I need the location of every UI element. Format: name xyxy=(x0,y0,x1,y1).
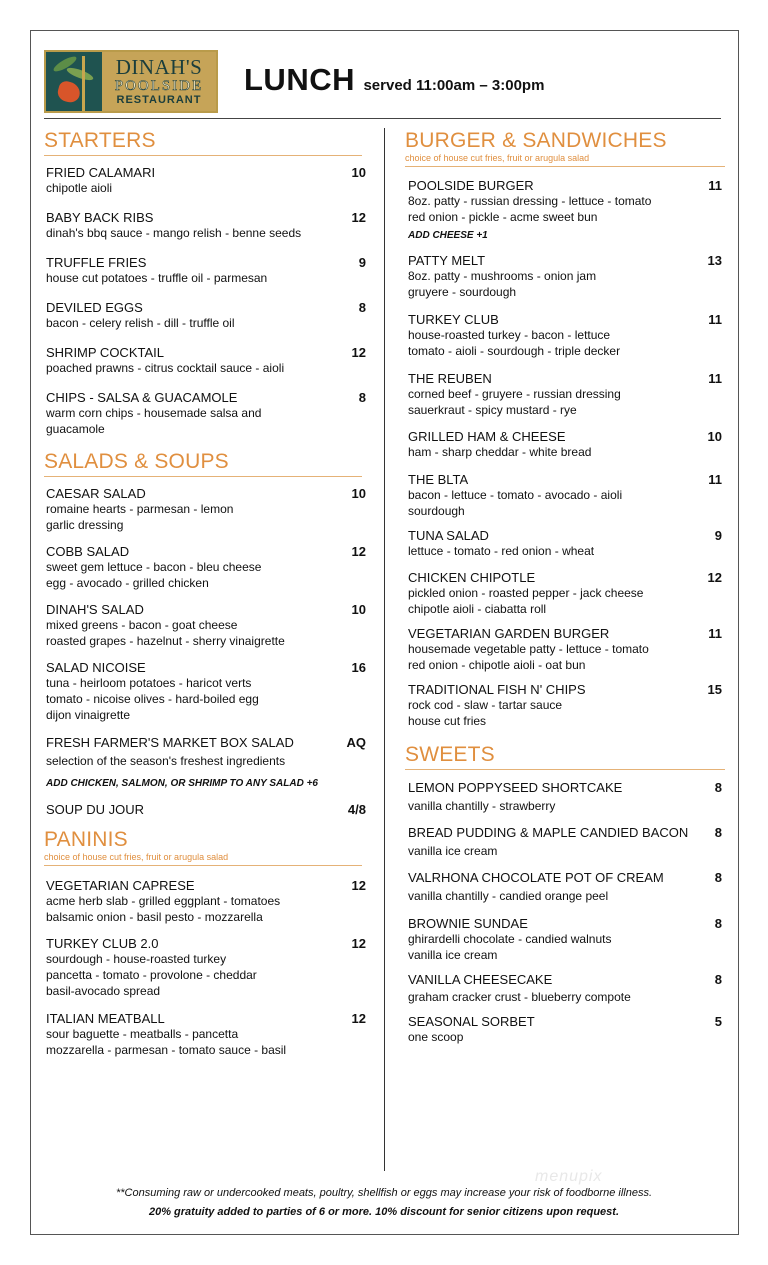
item-name: THE REUBEN xyxy=(408,371,492,386)
menu-item xyxy=(408,682,722,729)
item-desc: rock cod - slaw - tartar sauce xyxy=(408,698,563,712)
item-price: 12 xyxy=(351,345,366,360)
item-desc: red onion - chipotle aioli - oat bun xyxy=(408,658,586,672)
item-name: TURKEY CLUB xyxy=(408,312,499,327)
menu-item xyxy=(46,660,366,723)
watermark-logo: menupix xyxy=(535,1168,603,1185)
item-price: 8 xyxy=(714,870,722,885)
starters-title: STARTERS xyxy=(44,129,156,152)
item-desc: vanilla ice cream xyxy=(408,948,498,962)
item-desc: 8oz. patty - mushrooms - onion jam xyxy=(408,269,597,283)
item-price: 12 xyxy=(351,1011,366,1026)
column-divider xyxy=(384,128,385,1171)
item-price: 9 xyxy=(358,255,366,270)
item-desc: sourdough xyxy=(408,504,465,518)
menu-title: LUNCH xyxy=(244,62,355,97)
item-name: VEGETARIAN GARDEN BURGER xyxy=(408,626,610,641)
item-price: 13 xyxy=(707,253,722,268)
item-price: 8 xyxy=(714,780,722,795)
item-price: 10 xyxy=(707,429,722,444)
item-price: 8 xyxy=(358,300,366,315)
item-desc: one scoop xyxy=(408,1030,464,1044)
item-desc: house cut fries xyxy=(408,714,487,728)
item-name: SALAD NICOISE xyxy=(46,660,146,675)
item-name: TRADITIONAL FISH N' CHIPS xyxy=(408,682,586,697)
item-price: 11 xyxy=(708,312,722,327)
item-name: VANILLA CHEESECAKE xyxy=(408,972,553,987)
item-name: VEGETARIAN CAPRESE xyxy=(46,878,195,893)
item-price: 10 xyxy=(351,165,366,180)
item-desc: red onion - pickle - acme sweet bun xyxy=(408,210,598,224)
menu-item xyxy=(46,486,366,533)
item-desc: corned beef - gruyere - russian dressing xyxy=(408,387,621,401)
menu-item xyxy=(46,300,366,331)
item-name: DEVILED EGGS xyxy=(46,300,143,315)
menu-item xyxy=(408,626,722,673)
item-name: TRUFFLE FRIES xyxy=(46,255,147,270)
menu-item xyxy=(408,312,722,359)
sweets-title: SWEETS xyxy=(405,743,495,766)
item-desc: mixed greens - bacon - goat cheese xyxy=(46,618,238,632)
item-name: COBB SALAD xyxy=(46,544,130,559)
item-name: BREAD PUDDING & MAPLE CANDIED BACON xyxy=(408,825,689,840)
item-name: TUNA SALAD xyxy=(408,528,489,543)
menu-item xyxy=(408,972,722,1005)
menu-item xyxy=(408,570,722,617)
palm-flower-icon xyxy=(46,52,102,111)
item-desc: balsamic onion - basil pesto - mozzarella xyxy=(46,910,263,924)
menu-item xyxy=(408,178,722,225)
item-desc: sour baguette - meatballs - pancetta xyxy=(46,1027,239,1041)
item-desc: vanilla ice cream xyxy=(408,844,498,858)
menu-item xyxy=(408,472,722,519)
item-name: CAESAR SALAD xyxy=(46,486,146,501)
item-desc: house-roasted turkey - bacon - lettuce xyxy=(408,328,611,342)
menu-item xyxy=(46,255,366,286)
logo-line-3: RESTAURANT xyxy=(116,93,202,106)
item-desc: garlic dressing xyxy=(46,518,124,532)
page-title xyxy=(244,62,544,98)
item-name: BABY BACK RIBS xyxy=(46,210,154,225)
menu-item xyxy=(46,936,366,999)
item-desc: sourdough - house-roasted turkey xyxy=(46,952,227,966)
item-desc: sauerkraut - spicy mustard - rye xyxy=(408,403,577,417)
paninis-title: PANINIS xyxy=(44,828,128,851)
item-desc: acme herb slab - grilled eggplant - tomatoes xyxy=(46,894,281,908)
item-price: 11 xyxy=(708,371,722,386)
item-desc: pickled onion - roasted pepper - jack cheese xyxy=(408,586,644,600)
restaurant-logo xyxy=(44,50,218,113)
item-desc: 8oz. patty - russian dressing - lettuce - tomato xyxy=(408,194,652,208)
burgers-title: BURGER & SANDWICHES xyxy=(405,129,667,152)
item-desc: bacon - celery relish - dill - truffle oil xyxy=(46,316,235,330)
menu-item xyxy=(46,345,366,376)
item-name: THE BLTA xyxy=(408,472,469,487)
item-desc: tomato - aioli - sourdough - triple decker xyxy=(408,344,621,358)
menu-item xyxy=(46,1011,366,1058)
salads-header xyxy=(44,450,362,477)
item-name: DINAH'S SALAD xyxy=(46,602,144,617)
item-desc: sweet gem lettuce - bacon - bleu cheese xyxy=(46,560,262,574)
item-name: BROWNIE SUNDAE xyxy=(408,916,528,931)
item-desc: lettuce - tomato - red onion - wheat xyxy=(408,544,595,558)
item-price: 11 xyxy=(708,178,722,193)
item-name: PATTY MELT xyxy=(408,253,486,268)
item-name: SHRIMP COCKTAIL xyxy=(46,345,164,360)
item-name: CHICKEN CHIPOTLE xyxy=(408,570,536,585)
item-price: 16 xyxy=(351,660,366,675)
sweets-header xyxy=(405,743,725,770)
item-desc: basil-avocado spread xyxy=(46,984,161,998)
item-desc: house cut potatoes - truffle oil - parmesan xyxy=(46,271,268,285)
menu-item xyxy=(408,916,722,963)
item-desc: chipotle aioli - ciabatta roll xyxy=(408,602,547,616)
item-name: LEMON POPPYSEED SHORTCAKE xyxy=(408,780,623,795)
item-desc: dinah's bbq sauce - mango relish - benne seeds xyxy=(46,226,302,240)
item-desc: ghirardelli chocolate - candied walnuts xyxy=(408,932,612,946)
serving-hours: served 11:00am – 3:00pm xyxy=(363,77,545,94)
menu-item xyxy=(46,544,366,591)
item-desc: tomato - nicoise olives - hard-boiled egg xyxy=(46,692,259,706)
item-price: 10 xyxy=(351,602,366,617)
item-price: 11 xyxy=(708,626,722,641)
salads-title: SALADS & SOUPS xyxy=(44,450,229,473)
item-price: 4/8 xyxy=(347,802,366,817)
item-price: 8 xyxy=(714,825,722,840)
menu-item xyxy=(46,390,366,437)
item-desc: selection of the season's freshest ingredients xyxy=(46,754,286,768)
burgers-header xyxy=(405,129,725,167)
item-desc: roasted grapes - hazelnut - sherry vinaigrette xyxy=(46,634,285,648)
menu-item xyxy=(46,165,366,196)
menu-item xyxy=(408,825,722,859)
item-price: 8 xyxy=(714,972,722,987)
item-desc: ham - sharp cheddar - white bread xyxy=(408,445,592,459)
menu-item xyxy=(408,870,722,904)
item-price: 10 xyxy=(351,486,366,501)
menu-item xyxy=(46,878,366,925)
item-price: 8 xyxy=(358,390,366,405)
item-name: POOLSIDE BURGER xyxy=(408,178,534,193)
menu-item xyxy=(408,780,722,814)
item-price: 8 xyxy=(714,916,722,931)
paninis-header xyxy=(44,828,362,866)
menu-item xyxy=(408,429,722,460)
logo-line-1: DINAH'S xyxy=(115,54,203,79)
item-desc: mozzarella - parmesan - tomato sauce - basil xyxy=(46,1043,287,1057)
item-desc: gruyere - sourdough xyxy=(408,285,517,299)
item-desc: warm corn chips - housemade salsa and xyxy=(46,406,262,420)
item-price: 12 xyxy=(351,878,366,893)
item-desc: graham cracker crust - blueberry compote xyxy=(408,990,631,1004)
menu-item xyxy=(408,253,722,300)
item-desc: tuna - heirloom potatoes - haricot verts xyxy=(46,676,252,690)
gratuity-note: 20% gratuity added to parties of 6 or more. 10% discount for senior citizens upon request. xyxy=(148,1206,620,1218)
menu-item xyxy=(46,210,366,241)
header-divider xyxy=(44,118,721,119)
item-name: GRILLED HAM & CHEESE xyxy=(408,429,566,444)
item-name: CHIPS - SALSA & GUACAMOLE xyxy=(46,390,238,405)
item-name: ITALIAN MEATBALL xyxy=(46,1011,165,1026)
item-name: SOUP DU JOUR xyxy=(46,802,144,817)
salad-addon-note: ADD CHICKEN, SALMON, OR SHRIMP TO ANY SALAD +6 xyxy=(46,778,318,789)
item-price: 12 xyxy=(351,210,366,225)
item-desc: bacon - lettuce - tomato - avocado - aioli xyxy=(408,488,623,502)
item-name: TURKEY CLUB 2.0 xyxy=(46,936,159,951)
item-desc: egg - avocado - grilled chicken xyxy=(46,576,209,590)
starters-header xyxy=(44,129,362,156)
item-desc: guacamole xyxy=(46,422,105,436)
item-desc: vanilla chantilly - strawberry xyxy=(408,799,556,813)
menu-item xyxy=(408,1014,722,1045)
item-desc: pancetta - tomato - provolone - cheddar xyxy=(46,968,257,982)
item-name: FRESH FARMER'S MARKET BOX SALAD xyxy=(46,735,294,750)
item-name: FRIED CALAMARI xyxy=(46,165,156,180)
paninis-subtitle: choice of house cut fries, fruit or arugula salad xyxy=(44,852,229,862)
item-price: 12 xyxy=(351,936,366,951)
menu-item xyxy=(408,528,722,559)
item-price: AQ xyxy=(346,735,366,750)
item-desc: vanilla chantilly - candied orange peel xyxy=(408,889,609,903)
item-price: 15 xyxy=(707,682,722,697)
item-desc: chipotle aioli xyxy=(46,181,113,195)
item-desc: housemade vegetable patty - lettuce - tomato xyxy=(408,642,649,656)
menu-item xyxy=(46,602,366,649)
burger-addon-note: ADD CHEESE +1 xyxy=(408,230,488,241)
item-name: VALRHONA CHOCOLATE POT OF CREAM xyxy=(408,870,664,885)
item-desc: romaine hearts - parmesan - lemon xyxy=(46,502,234,516)
item-price: 11 xyxy=(708,472,722,487)
item-name: SEASONAL SORBET xyxy=(408,1014,535,1029)
item-price: 5 xyxy=(714,1014,722,1029)
item-price: 9 xyxy=(714,528,722,543)
menu-item xyxy=(46,735,366,769)
item-price: 12 xyxy=(707,570,722,585)
menu-item xyxy=(46,802,366,817)
item-desc: dijon vinaigrette xyxy=(46,708,131,722)
menu-item xyxy=(408,371,722,418)
item-desc: poached prawns - citrus cocktail sauce - aioli xyxy=(46,361,285,375)
logo-line-2: POOLSIDE xyxy=(114,77,204,94)
food-safety-warning: **Consuming raw or undercooked meats, poultry, shellfish or eggs may increase your risk of foodborne illness. xyxy=(116,1187,652,1199)
burgers-subtitle: choice of house cut fries, fruit or arugula salad xyxy=(405,153,590,163)
item-price: 12 xyxy=(351,544,366,559)
